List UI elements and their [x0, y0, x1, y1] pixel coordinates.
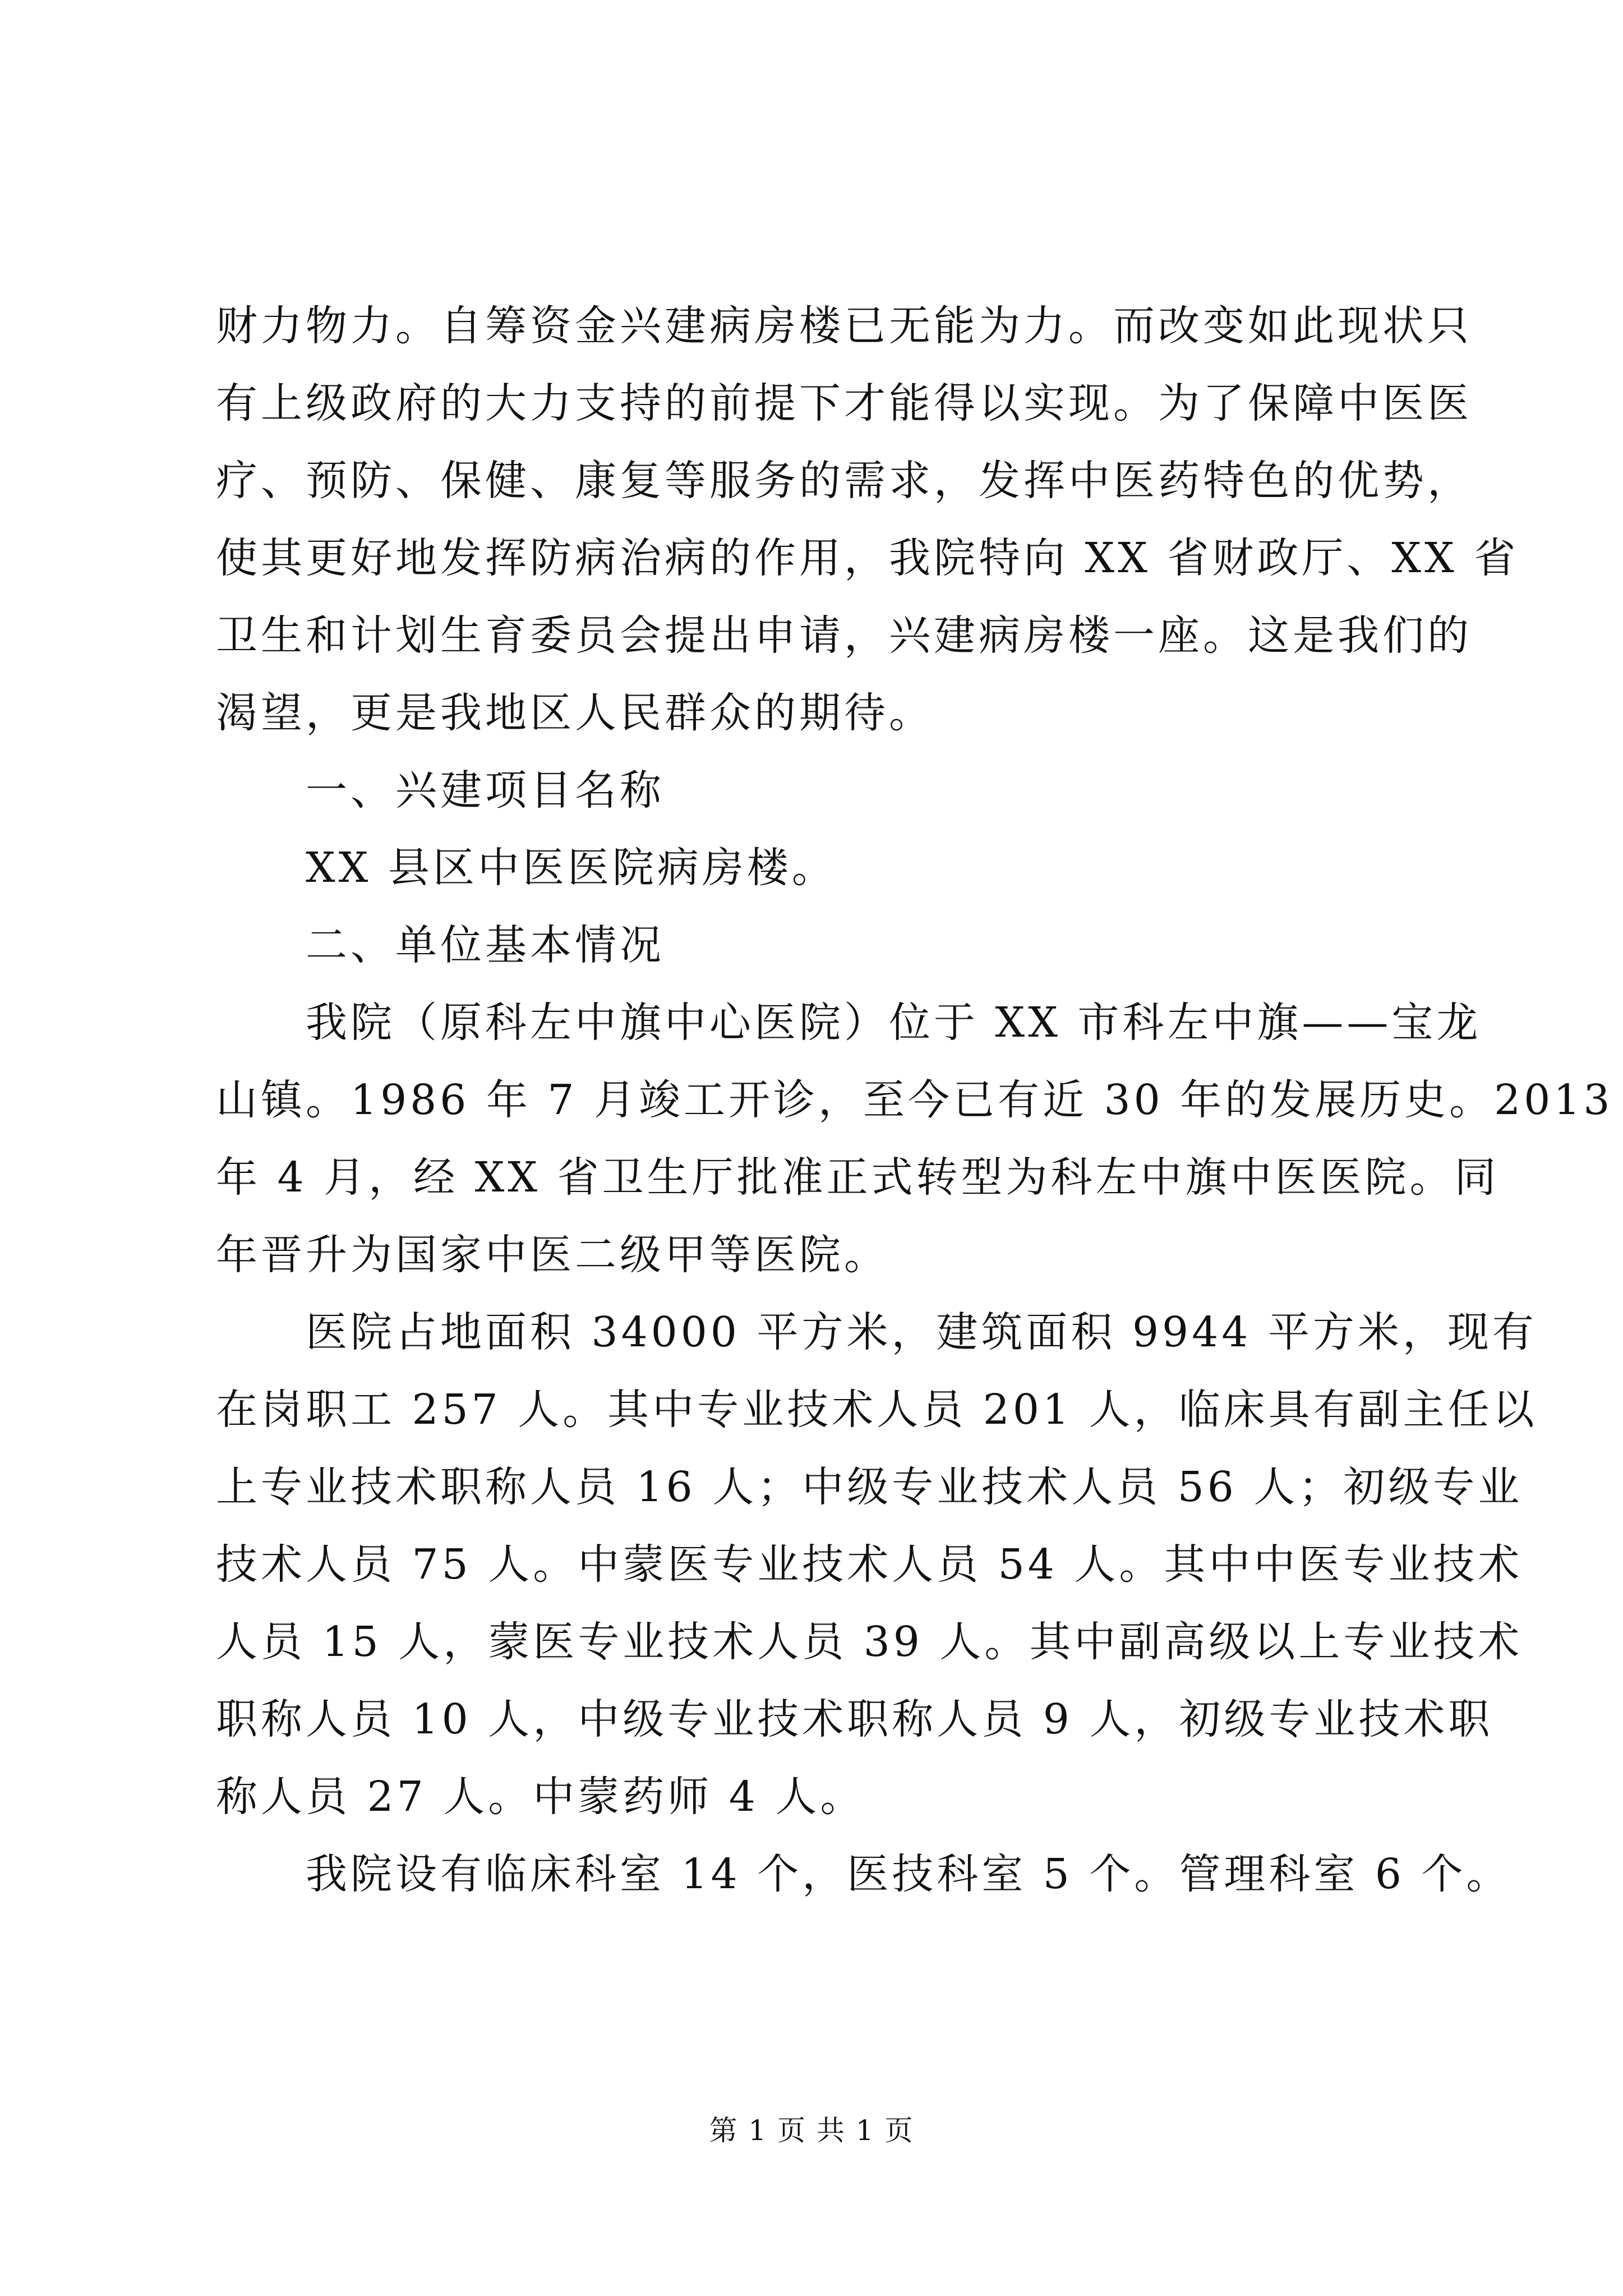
paragraph-line: 人员 15 人，蒙医专业技术人员 39 人。其中副高级以上专业技术 [216, 1618, 1523, 1666]
section-heading: 一、兴建项目名称 [306, 766, 665, 815]
paragraph-line: 医院占地面积 34000 平方米，建筑面积 9944 平方米，现有 [306, 1308, 1537, 1356]
paragraph-line: 职称人员 10 人，中级专业技术职称人员 9 人，初级专业技术职 [216, 1695, 1493, 1743]
paragraph-line: 疗、预防、保健、康复等服务的需求，发挥中医药特色的优势， [216, 457, 1472, 505]
paragraph-line: XX 县区中医医院病房楼。 [306, 844, 837, 892]
paragraph-line: 年晋升为国家中医二级甲等医院。 [216, 1231, 889, 1279]
paragraph-line: 渴望，更是我地区人民群众的期待。 [216, 689, 934, 737]
paragraph-line: 有上级政府的大力支持的前提下才能得以实现。为了保障中医医 [216, 379, 1472, 427]
paragraph-line: 上专业技术职称人员 16 人；中级专业技术人员 56 人；初级专业 [216, 1463, 1523, 1511]
document-body [216, 287, 1613, 1913]
paragraph-line: 称人员 27 人。中蒙药师 4 人。 [216, 1773, 865, 1821]
paragraph-line: 卫生和计划生育委员会提出申请，兴建病房楼一座。这是我们的 [216, 611, 1472, 660]
paragraph-line: 山镇。1986 年 7 月竣工开诊，至今已有近 30 年的发展历史。2013 [216, 1076, 1613, 1124]
paragraph-line: 我院（原科左中旗中心医院）位于 XX 市科左中旗——宝龙 [306, 999, 1482, 1047]
page-number-footer: 第 1 页 共 1 页 [709, 2114, 914, 2147]
paragraph-line: 在岗职工 257 人。其中专业技术人员 201 人，临床具有副主任以 [216, 1386, 1538, 1434]
paragraph-line: 财力物力。自筹资金兴建病房楼已无能为力。而改变如此现状只 [216, 302, 1472, 350]
paragraph-line: 年 4 月，经 XX 省卫生厅批准正式转型为科左中旗中医医院。同 [216, 1153, 1500, 1202]
paragraph-line: 我院设有临床科室 14 个，医技科室 5 个。管理科室 6 个。 [306, 1850, 1511, 1898]
section-heading: 二、单位基本情况 [306, 921, 665, 969]
paragraph-line: 技术人员 75 人。中蒙医专业技术人员 54 人。其中中医专业技术 [216, 1540, 1523, 1589]
paragraph-line: 使其更好地发挥防病治病的作用，我院特向 XX 省财政厅、XX 省 [216, 534, 1519, 582]
